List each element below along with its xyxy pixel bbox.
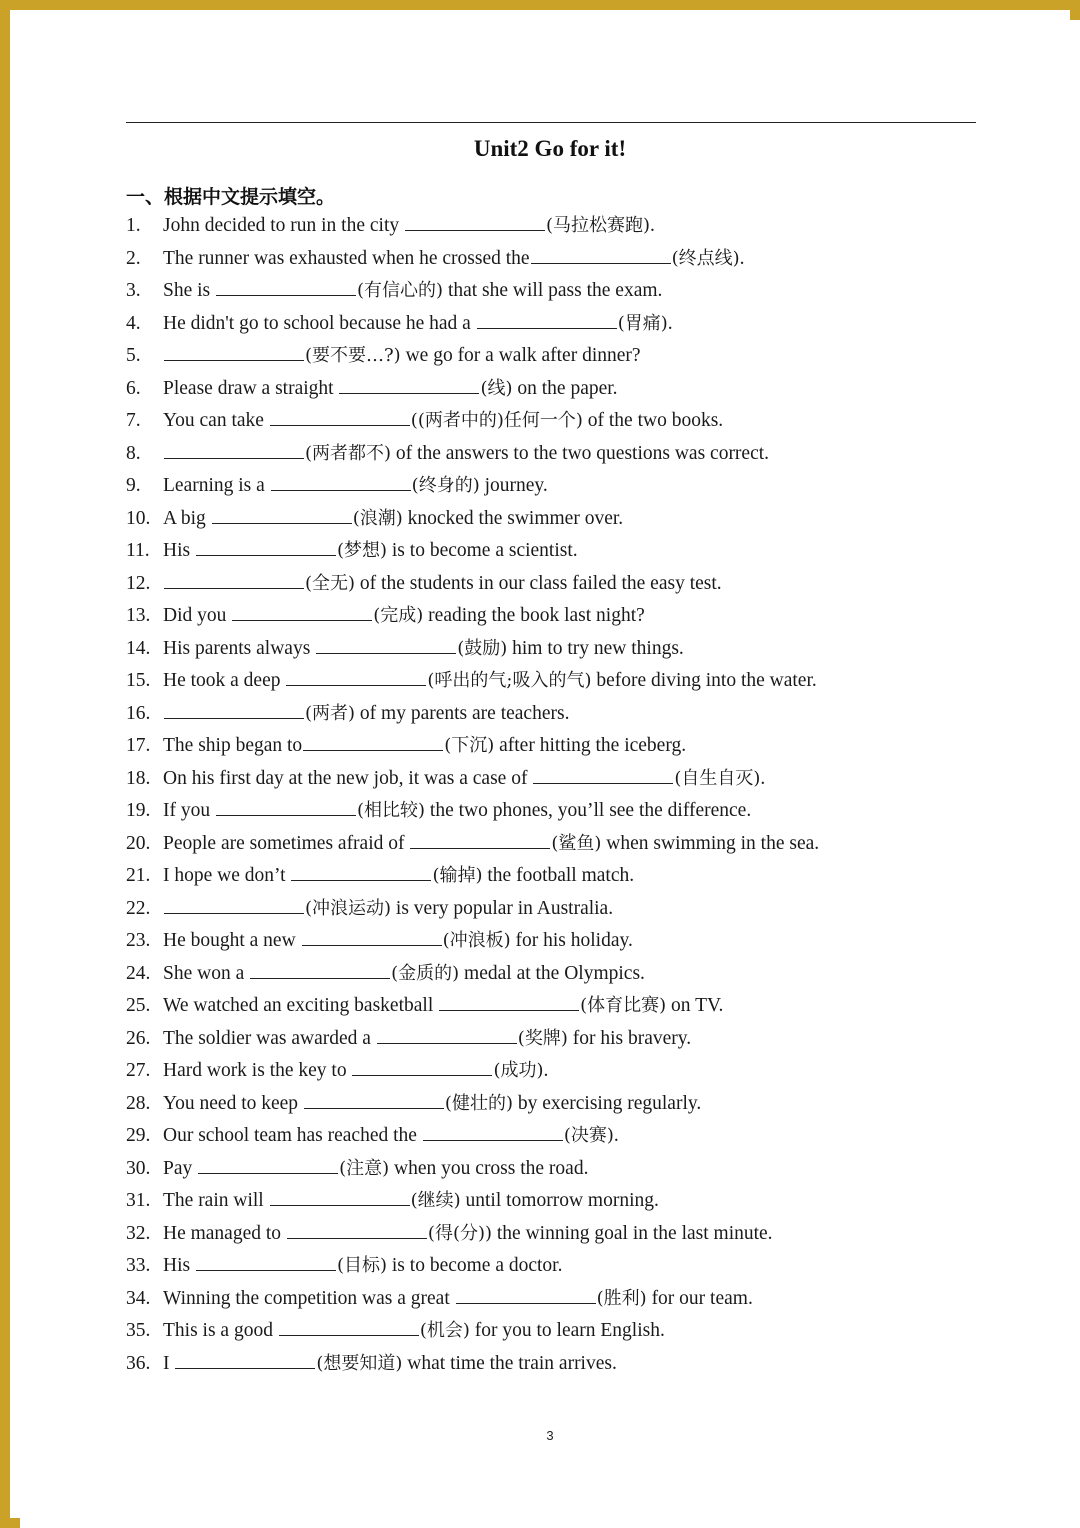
exercise-item: [126, 470, 1006, 503]
item-number: 17.: [126, 735, 151, 756]
item-text-after: is to become a scientist.: [387, 540, 578, 561]
item-number: 33.: [126, 1255, 151, 1276]
exercise-item: [126, 665, 1006, 698]
exercise-item: [126, 210, 1006, 243]
item-text-after: .: [650, 215, 655, 236]
item-text-before: Our school team has reached the: [163, 1125, 422, 1146]
item-text-before: The rain will: [163, 1190, 269, 1211]
item-hint: (金质的): [391, 962, 460, 984]
exercise-item: [126, 600, 1006, 633]
answer-blank[interactable]: [339, 376, 479, 394]
answer-blank[interactable]: [291, 863, 431, 881]
exercise-item: [126, 1348, 1006, 1381]
item-text-after: knocked the swimmer over.: [402, 507, 624, 529]
item-text-after: for his holiday.: [510, 930, 633, 951]
item-hint: (要不要…?): [305, 345, 401, 366]
item-hint: (鲨鱼): [551, 832, 602, 854]
item-text-after: on the paper.: [512, 377, 618, 399]
exercise-item: [126, 373, 1006, 406]
exercise-item: [126, 893, 1006, 926]
item-hint: (呼出的气;吸入的气): [427, 670, 592, 691]
item-text-after: of the students in our class failed the easy test.: [355, 572, 722, 594]
answer-blank[interactable]: [377, 1026, 517, 1044]
item-text-before: This is a good: [163, 1320, 278, 1341]
answer-blank[interactable]: [270, 408, 410, 426]
exercise-item: [126, 275, 1006, 308]
item-hint: (自生自灭): [674, 767, 761, 789]
item-number: 1.: [126, 215, 141, 236]
item-text-before: She won a: [163, 962, 250, 984]
item-text-before: A big: [163, 507, 211, 529]
item-hint: (注意): [339, 1157, 390, 1179]
answer-blank[interactable]: [164, 441, 304, 459]
item-text-before: Did you: [163, 605, 232, 626]
item-text-before: You need to keep: [163, 1092, 303, 1114]
item-hint: (鼓励): [457, 637, 508, 659]
page-title: Unit2 Go for it!: [473, 136, 627, 161]
answer-blank[interactable]: [477, 311, 617, 329]
item-text-after: the winning goal in the last minute.: [492, 1222, 773, 1244]
item-hint: (下沉): [444, 735, 495, 756]
item-text-after: after hitting the iceberg.: [494, 735, 687, 756]
exercise-item: [126, 1120, 1006, 1153]
item-hint: (相比较): [357, 800, 426, 821]
item-hint: (体育比赛): [580, 995, 667, 1016]
item-text-after: medal at the Olympics.: [459, 962, 645, 984]
answer-blank[interactable]: [196, 1253, 336, 1271]
answer-blank[interactable]: [456, 1286, 596, 1304]
item-hint: (成功): [493, 1060, 544, 1081]
exercise-item: [126, 503, 1006, 536]
item-number: 25.: [126, 995, 151, 1016]
answer-blank[interactable]: [196, 538, 336, 556]
item-hint: (两者都不): [305, 442, 392, 464]
item-hint: (马拉松赛跑): [546, 215, 651, 236]
item-text-before: John decided to run in the city: [163, 215, 404, 236]
item-text-after: that she will pass the exam.: [443, 280, 663, 301]
item-text-before: Winning the competition was a great: [163, 1287, 455, 1309]
item-text-before: The soldier was awarded a: [163, 1027, 376, 1049]
answer-blank[interactable]: [405, 213, 545, 231]
exercise-item: [126, 925, 1006, 958]
item-number: 4.: [126, 312, 141, 334]
item-hint: (终点线): [671, 247, 740, 269]
item-hint: (浪潮): [352, 507, 403, 529]
item-hint: (奖牌): [517, 1027, 568, 1049]
item-text-before: He didn't go to school because he had a: [163, 312, 476, 334]
answer-blank[interactable]: [302, 928, 442, 946]
item-text-before: The ship began to: [163, 735, 303, 756]
item-text-after: .: [739, 247, 745, 269]
item-hint: (梦想): [336, 540, 388, 561]
answer-blank[interactable]: [287, 1221, 427, 1239]
exercise-item: [126, 1315, 1006, 1348]
item-number: 5.: [126, 345, 141, 366]
item-hint: (继续): [410, 1190, 461, 1211]
item-number: 10.: [126, 507, 151, 529]
item-text-before: He bought a new: [163, 930, 301, 951]
item-text-after: the football match.: [482, 865, 635, 886]
item-text-after: when you cross the road.: [389, 1157, 589, 1179]
item-number: 29.: [126, 1125, 151, 1146]
item-number: 36.: [126, 1352, 151, 1374]
section-heading: 一、根据中文提示填空。: [126, 186, 336, 208]
answer-blank[interactable]: [279, 1318, 419, 1336]
answer-blank[interactable]: [303, 733, 443, 751]
item-number: 26.: [126, 1027, 151, 1049]
item-hint: (线): [480, 377, 513, 399]
item-number: 7.: [126, 410, 141, 431]
answer-blank[interactable]: [164, 896, 304, 914]
item-text-after: on TV.: [666, 995, 724, 1016]
exercise-item: [126, 568, 1006, 601]
item-hint: (全无): [305, 572, 356, 594]
answer-blank[interactable]: [304, 1091, 444, 1109]
exercise-item: [126, 243, 1006, 276]
answer-blank[interactable]: [271, 473, 411, 491]
item-text-before: I: [163, 1352, 175, 1374]
item-text-before: If you: [163, 800, 215, 821]
answer-blank[interactable]: [439, 993, 579, 1011]
item-text-before: Hard work is the key to: [163, 1060, 352, 1081]
item-number: 16.: [126, 702, 151, 724]
item-text-before: He took a deep: [163, 670, 286, 691]
answer-blank[interactable]: [198, 1156, 338, 1174]
item-number: 12.: [126, 572, 151, 594]
exercise-item: [126, 730, 1006, 763]
answer-blank[interactable]: [175, 1351, 315, 1369]
item-number: 15.: [126, 670, 151, 691]
item-hint: (输掉): [432, 865, 483, 886]
item-hint: (健壮的): [444, 1092, 513, 1114]
item-text-before: Learning is a: [163, 475, 270, 496]
item-text-before: His: [163, 540, 195, 561]
item-number: 2.: [126, 247, 141, 269]
item-text-after: we go for a walk after dinner?: [400, 345, 641, 366]
item-number: 28.: [126, 1092, 151, 1114]
answer-blank[interactable]: [216, 798, 356, 816]
item-text-after: him to try new things.: [507, 637, 684, 659]
item-text-after: for our team.: [646, 1287, 753, 1309]
item-number: 35.: [126, 1320, 151, 1341]
item-text-before: His parents always: [163, 637, 316, 659]
item-hint: (机会): [419, 1320, 470, 1341]
item-number: 32.: [126, 1222, 151, 1244]
answer-blank[interactable]: [410, 831, 550, 849]
item-hint: (完成): [373, 605, 424, 626]
exercise-item: [126, 1185, 1006, 1218]
item-text-after: before diving into the water.: [591, 670, 817, 691]
exercise-item: [126, 1283, 1006, 1316]
item-hint: (冲浪运动): [305, 897, 392, 919]
answer-blank[interactable]: [352, 1058, 492, 1076]
item-number: 13.: [126, 605, 151, 626]
exercise-item: [126, 405, 1006, 438]
item-text-before: I hope we don’t: [163, 865, 291, 886]
item-text-after: is very popular in Australia.: [391, 897, 614, 919]
item-text-before: His: [163, 1255, 195, 1276]
item-text-after: what time the train arrives.: [402, 1352, 617, 1374]
item-number: 21.: [126, 865, 151, 886]
item-text-after: for you to learn English.: [469, 1320, 665, 1341]
item-text-after: for his bravery.: [567, 1027, 692, 1049]
item-hint: (目标): [336, 1255, 388, 1276]
item-hint: ((两者中的)任何一个): [410, 410, 583, 431]
exercise-item: [126, 1023, 1006, 1056]
item-hint: (冲浪板): [442, 930, 511, 951]
item-number: 8.: [126, 442, 141, 464]
worksheet-page: [20, 20, 1080, 1528]
exercise-list: [126, 210, 1006, 1380]
item-number: 18.: [126, 767, 151, 789]
item-text-after: of the two books.: [582, 410, 724, 431]
answer-blank[interactable]: [250, 961, 390, 979]
exercise-item: [126, 860, 1006, 893]
exercise-item: [126, 990, 1006, 1023]
exercise-item: [126, 698, 1006, 731]
item-text-after: of my parents are teachers.: [355, 702, 570, 724]
item-text-before: We watched an exciting basketball: [163, 995, 439, 1016]
exercise-item: [126, 958, 1006, 991]
page-number: 3: [546, 1428, 554, 1443]
item-text-after: when swimming in the sea.: [601, 832, 820, 854]
item-text-after: is to become a doctor.: [387, 1255, 563, 1276]
item-hint: (胜利): [596, 1287, 647, 1309]
item-number: 23.: [126, 930, 151, 951]
item-number: 31.: [126, 1190, 151, 1211]
answer-blank[interactable]: [232, 603, 372, 621]
item-text-before: Please draw a straight: [163, 377, 339, 399]
answer-blank[interactable]: [533, 766, 673, 784]
item-hint: (得(分)): [427, 1222, 493, 1244]
answer-blank[interactable]: [212, 506, 352, 524]
exercise-item: [126, 795, 1006, 828]
answer-blank[interactable]: [164, 701, 304, 719]
item-text-before: She is: [163, 280, 216, 301]
answer-blank[interactable]: [164, 571, 304, 589]
exercise-item: [126, 763, 1006, 796]
item-text-after: journey.: [479, 475, 548, 496]
answer-blank[interactable]: [216, 278, 356, 296]
item-number: 24.: [126, 962, 151, 984]
item-text-before: On his first day at the new job, it was a case of: [163, 767, 533, 789]
exercise-item: [126, 1055, 1006, 1088]
exercise-item: [126, 1250, 1006, 1283]
exercise-item: [126, 1088, 1006, 1121]
exercise-item: [126, 1153, 1006, 1186]
item-number: 9.: [126, 475, 141, 496]
item-number: 27.: [126, 1060, 151, 1081]
item-number: 6.: [126, 377, 141, 399]
item-text-before: You can take: [163, 410, 269, 431]
item-number: 11.: [126, 540, 150, 561]
answer-blank[interactable]: [531, 246, 671, 264]
exercise-item: [126, 438, 1006, 471]
answer-blank[interactable]: [164, 343, 304, 361]
item-text-before: People are sometimes afraid of: [163, 832, 410, 854]
item-hint: (想要知道): [316, 1352, 403, 1374]
item-number: 34.: [126, 1287, 151, 1309]
item-text-before: He managed to: [163, 1222, 286, 1244]
exercise-item: [126, 633, 1006, 666]
item-hint: (有信心的): [357, 280, 444, 301]
item-number: 20.: [126, 832, 151, 854]
answer-blank[interactable]: [286, 668, 426, 686]
exercise-item: [126, 308, 1006, 341]
exercise-item: [126, 1218, 1006, 1251]
item-number: 19.: [126, 800, 151, 821]
answer-blank[interactable]: [316, 636, 456, 654]
item-text-after: reading the book last night?: [423, 605, 645, 626]
header-rule: [126, 122, 976, 123]
item-text-after: by exercising regularly.: [512, 1092, 702, 1114]
item-number: 30.: [126, 1157, 151, 1179]
item-hint: (胃痛): [617, 312, 668, 334]
item-hint: (决赛): [563, 1125, 614, 1146]
item-text-after: .: [543, 1060, 549, 1081]
item-text-after: .: [760, 767, 766, 789]
exercise-item: [126, 535, 1006, 568]
item-text-after: until tomorrow morning.: [460, 1190, 659, 1211]
item-hint: (终身的): [411, 475, 480, 496]
answer-blank[interactable]: [423, 1123, 563, 1141]
answer-blank[interactable]: [270, 1188, 410, 1206]
item-text-after: .: [613, 1125, 619, 1146]
item-text-after: .: [667, 312, 673, 334]
item-number: 14.: [126, 637, 151, 659]
item-text-before: Pay: [163, 1157, 198, 1179]
exercise-item: [126, 828, 1006, 861]
exercise-item: [126, 340, 1006, 373]
item-number: 22.: [126, 897, 151, 919]
item-text-after: of the answers to the two questions was correct.: [391, 442, 770, 464]
item-text-before: The runner was exhausted when he crossed the: [163, 247, 530, 269]
item-number: 3.: [126, 280, 141, 301]
item-hint: (两者): [305, 702, 356, 724]
item-text-after: the two phones, you’ll see the difference.: [425, 800, 752, 821]
